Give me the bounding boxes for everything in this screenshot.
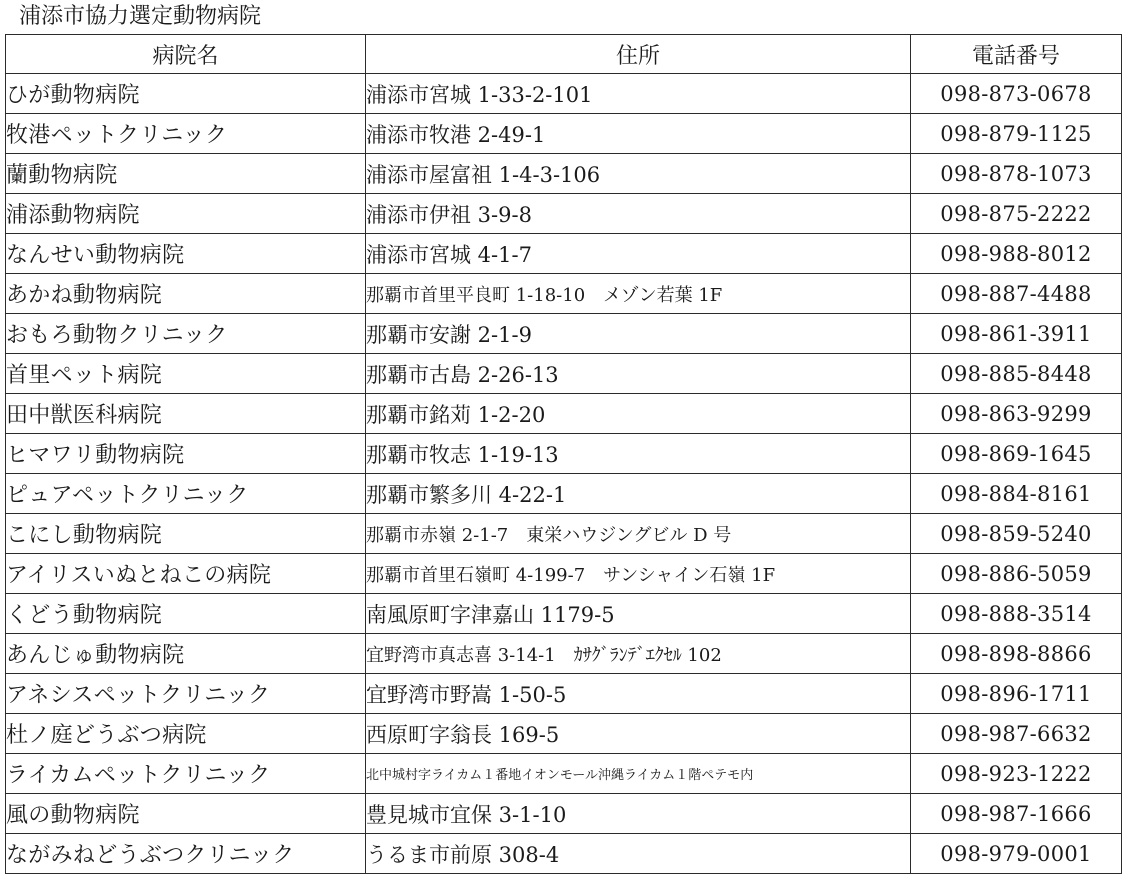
hospital-phone: 098-898-8866	[911, 634, 1122, 674]
hospital-name: くどう動物病院	[6, 594, 366, 634]
hospital-phone: 098-896-1711	[911, 674, 1122, 714]
hospital-name: ピュアペットクリニック	[6, 474, 366, 514]
hospital-address: うるま市前原 308-4	[366, 834, 911, 874]
hospital-table	[5, 34, 1122, 874]
hospital-name: アイリスいぬとねこの病院	[6, 554, 366, 594]
table-row	[6, 794, 1122, 834]
hospital-name: 蘭動物病院	[6, 154, 366, 194]
hospital-phone: 098-863-9299	[911, 394, 1122, 434]
table-row	[6, 754, 1122, 794]
hospital-name: 風の動物病院	[6, 794, 366, 834]
hospital-name: ひが動物病院	[6, 74, 366, 114]
table-row	[6, 594, 1122, 634]
hospital-name: 杜ノ庭どうぶつ病院	[6, 714, 366, 754]
hospital-address: 西原町字翁長 169-5	[366, 714, 911, 754]
hospital-name: おもろ動物クリニック	[6, 314, 366, 354]
table-row	[6, 74, 1122, 114]
hospital-phone: 098-886-5059	[911, 554, 1122, 594]
hospital-address: 南風原町字津嘉山 1179-5	[366, 594, 911, 634]
hospital-address: 那覇市赤嶺 2-1-7 東栄ハウジングビル D 号	[366, 514, 911, 554]
table-row	[6, 314, 1122, 354]
hospital-name: ながみねどうぶつクリニック	[6, 834, 366, 874]
hospital-name: 田中獣医科病院	[6, 394, 366, 434]
hospital-phone: 098-873-0678	[911, 74, 1122, 114]
hospital-address: 那覇市首里平良町 1-18-10 メゾン若葉 1F	[366, 274, 911, 314]
hospital-name: 浦添動物病院	[6, 194, 366, 234]
hospital-phone: 098-878-1073	[911, 154, 1122, 194]
hospital-name: あかね動物病院	[6, 274, 366, 314]
header-phone: 電話番号	[911, 35, 1122, 74]
table-row	[6, 834, 1122, 874]
hospital-address: 那覇市古島 2-26-13	[366, 354, 911, 394]
hospital-name: 首里ペット病院	[6, 354, 366, 394]
hospital-name: ライカムペットクリニック	[6, 754, 366, 794]
hospital-name: ヒマワリ動物病院	[6, 434, 366, 474]
hospital-address: 浦添市伊祖 3-9-8	[366, 194, 911, 234]
hospital-phone: 098-987-6632	[911, 714, 1122, 754]
table-row	[6, 274, 1122, 314]
header-hospital-name: 病院名	[6, 35, 366, 74]
table-row	[6, 114, 1122, 154]
hospital-name: こにし動物病院	[6, 514, 366, 554]
table-row	[6, 554, 1122, 594]
hospital-phone: 098-884-8161	[911, 474, 1122, 514]
hospital-address: 浦添市屋富祖 1-4-3-106	[366, 154, 911, 194]
table-header-row	[6, 35, 1122, 74]
hospital-phone: 098-987-1666	[911, 794, 1122, 834]
table-row	[6, 514, 1122, 554]
document-title: 浦添市協力選定動物病院	[19, 4, 262, 29]
hospital-address: 浦添市宮城 1-33-2-101	[366, 74, 911, 114]
hospital-name: アネシスペットクリニック	[6, 674, 366, 714]
table-row	[6, 394, 1122, 434]
hospital-phone: 098-879-1125	[911, 114, 1122, 154]
hospital-phone: 098-861-3911	[911, 314, 1122, 354]
hospital-phone: 098-885-8448	[911, 354, 1122, 394]
header-address: 住所	[366, 35, 911, 74]
table-row	[6, 434, 1122, 474]
hospital-phone: 098-887-4488	[911, 274, 1122, 314]
table-row	[6, 194, 1122, 234]
hospital-address: 那覇市安謝 2-1-9	[366, 314, 911, 354]
hospital-phone: 098-888-3514	[911, 594, 1122, 634]
hospital-address: 北中城村字ライカム１番地イオンモール沖縄ライカム１階ペテモ内	[366, 754, 911, 794]
table-row	[6, 634, 1122, 674]
table-row	[6, 354, 1122, 394]
hospital-address: 宜野湾市野嵩 1-50-5	[366, 674, 911, 714]
hospital-address: 那覇市首里石嶺町 4-199-7 サンシャイン石嶺 1F	[366, 554, 911, 594]
table-row	[6, 714, 1122, 754]
hospital-name: あんじゅ動物病院	[6, 634, 366, 674]
table-row	[6, 154, 1122, 194]
hospital-phone: 098-988-8012	[911, 234, 1122, 274]
table-row	[6, 674, 1122, 714]
hospital-address: 那覇市銘苅 1-2-20	[366, 394, 911, 434]
hospital-address: 豊見城市宜保 3-1-10	[366, 794, 911, 834]
hospital-phone: 098-923-1222	[911, 754, 1122, 794]
table-row	[6, 474, 1122, 514]
hospital-address: 浦添市牧港 2-49-1	[366, 114, 911, 154]
hospital-address: 宜野湾市真志喜 3-14-1 ｶｻｸﾞﾗﾝﾃﾞｴｸｾﾙ 102	[366, 634, 911, 674]
table-row	[6, 234, 1122, 274]
hospital-phone: 098-869-1645	[911, 434, 1122, 474]
hospital-address: 那覇市繁多川 4-22-1	[366, 474, 911, 514]
hospital-phone: 098-875-2222	[911, 194, 1122, 234]
hospital-phone: 098-979-0001	[911, 834, 1122, 874]
hospital-name: 牧港ペットクリニック	[6, 114, 366, 154]
hospital-address: 浦添市宮城 4-1-7	[366, 234, 911, 274]
hospital-address: 那覇市牧志 1-19-13	[366, 434, 911, 474]
hospital-phone: 098-859-5240	[911, 514, 1122, 554]
hospital-name: なんせい動物病院	[6, 234, 366, 274]
